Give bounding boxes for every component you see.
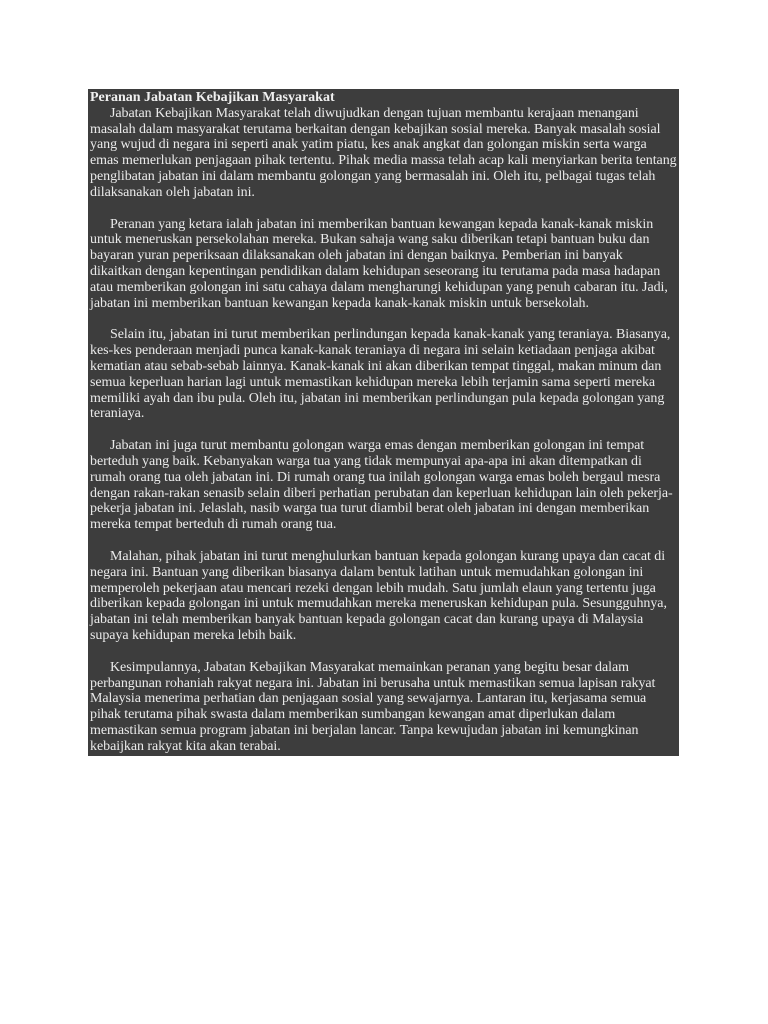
essay-paragraph-4: Jabatan ini juga turut membantu golongan warga emas dengan memberikan golongan ini tempat berteduh yang baik. Kebanyakan warga tua yang tidak mempunyai apa-apa ini akan ditempatkan di rumah orang tua oleh jabatan ini. Di rumah orang tua inilah golongan warga emas boleh bergaul mesra dengan rakan-rakan senasib selain diberi perhatian perubatan dan keperluan kehidupan lain oleh pekerja-pekerja jabatan ini. Jelaslah, nasib warga tua turut diambil berat oleh jabatan ini dengan memberikan mereka tempat berteduh di rumah orang tua. (90, 438, 673, 533)
essay-paragraph-1: Jabatan Kebajikan Masyarakat telah diwujudkan dengan tujuan membantu kerajaan menangani masalah dalam masyarakat terutama berkaitan dengan kebajikan sosial mereka. Banyak masalah sosial yang wujud di negara ini seperti anak yatim piatu, kes anak angkat dan golongan miskin serta warga emas memerlukan penjagaan pihak tertentu. Pihak media massa telah acap kali menyiarkan berita tentang penglibatan jabatan ini dalam membantu golongan yang bermasalah ini. Oleh itu, pelbagai tugas telah dilaksanakan oleh jabatan ini. (90, 105, 677, 200)
essay-paragraph-5: Malahan, pihak jabatan ini turut menghulurkan bantuan kepada golongan kurang upaya dan cacat di negara ini. Bantuan yang diberikan biasanya dalam bentuk latihan untuk memudahkan golongan ini memperoleh pekerjaan atau mencari rezeki dengan lebih mudah. Satu jumlah elaun yang tertentu juga diberikan kepada golongan ini untuk memudahkan mereka meneruskan kehidupan pula. Sesungguhnya, jabatan ini telah memberikan banyak bantuan kepada golongan cacat dan kurang upaya di Malaysia supaya kehidupan mereka lebih baik. (90, 548, 667, 643)
essay-title: Peranan Jabatan Kebajikan Masyarakat (90, 90, 335, 105)
essay-paragraph-6: Kesimpulannya, Jabatan Kebajikan Masyarakat memainkan peranan yang begitu besar dalam perbangunan rohaniah rakyat negara ini. Jabatan ini berusaha untuk memastikan semua lapisan rakyat Malaysia menerima perhatian dan penjagaan sosial yang sewajarnya. Lantaran itu, kerjasama semua pihak terutama pihak swasta dalam memberikan sumbangan kewangan amat diperlukan dalam memastikan semua program jabatan ini berjalan lancar. Tanpa kewujudan jabatan ini kemungkinan kebaijkan rakyat kita akan terabai. (90, 659, 656, 754)
essay-paragraph-3: Selain itu, jabatan ini turut memberikan perlindungan kepada kanak-kanak yang teraniaya. Biasanya, kes-kes penderaan menjadi punca kanak-kanak teraniaya di negara ini selain ketiadaan penjaga akibat kematian atau sebab-sebab lainnya. Kanak-kanak ini akan diberikan tempat tinggal, makan minum dan semua keperluan harian lagi untuk memastikan kehidupan mereka lebih terjamin sama seperti mereka memiliki ayah dan ibu pula. Oleh itu, jabatan ini memberikan perlindungan pula kepada golongan yang teraniaya. (90, 327, 671, 422)
essay-block (88, 89, 679, 756)
essay-paragraph-2: Peranan yang ketara ialah jabatan ini memberikan bantuan kewangan kepada kanak-kanak miskin untuk meneruskan persekolahan mereka. Bukan sahaja wang saku diberikan tetapi bantuan buku dan bayaran yuran peperiksaan dilaksanakan oleh jabatan ini dengan baiknya. Pemberian ini banyak dikaitkan dengan kepentingan pendidikan dalam kehidupan seseorang itu terutama pada masa hadapan atau memberikan golongan ini satu cahaya dalam mengharungi kehidupan yang penuh cabaran itu. Jadi, jabatan ini memberikan bantuan kewangan kepada kanak-kanak miskin untuk bersekolah. (90, 216, 668, 311)
